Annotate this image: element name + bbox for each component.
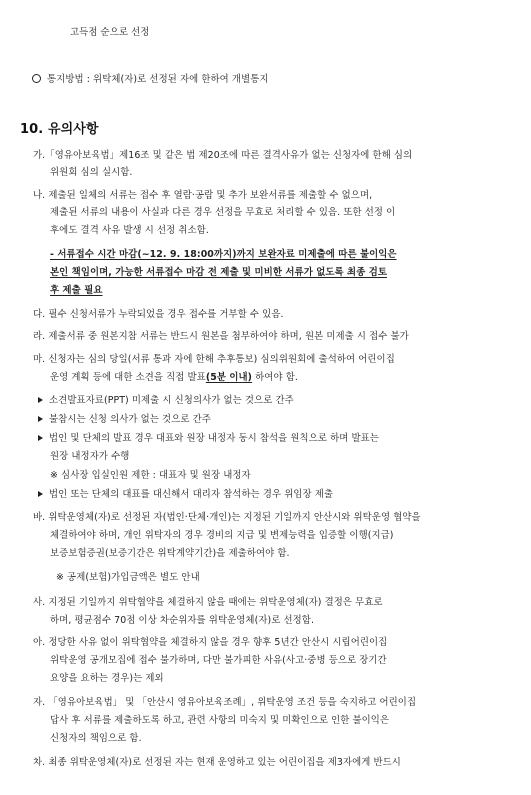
item-ma-line2-text: 운영 계획 등에 대한 소견을 직접 발표: [50, 372, 206, 383]
ma-bullet-2: [38, 414, 211, 426]
ma-bullet-3: [38, 433, 379, 445]
item-ja-line3: 신청자의 책임으로 함.: [50, 733, 142, 744]
item-na-line3: 후에도 결격 사유 발생 시 선정 취소함.: [50, 225, 209, 236]
top-line: 고득점 순으로 선정: [70, 27, 150, 38]
item-ma-line2: [50, 372, 298, 384]
item-sa-line1: 사. 지정된 기일까지 위탁협약을 체결하지 않을 때에는 위탁운영체(자) 결정은 무효로: [33, 597, 383, 608]
ma-bullet-1: [38, 395, 294, 407]
triangle-bullet-icon: [38, 491, 43, 497]
item-ma-line2-end: 하여야 함.: [252, 372, 298, 383]
ma-bullet-1-text: 소견발표자료(PPT) 미제출 시 신청의사가 없는 것으로 간주: [49, 395, 294, 406]
item-a-line2: 위탁운영 공개모집에 접수 불가하며, 다만 불가피한 사유(사고·중병 등으로 장기간: [50, 655, 387, 666]
notice-text: 통지방법 : 위탁체(자)로 선정된 자에 한하여 개별통지: [47, 74, 269, 85]
ma-bullet-3-cont: 원장 내정자가 수행: [50, 451, 130, 462]
item-sa-line2: 하며, 평균점수 70점 이상 차순위자를 위탁운영체(자)로 선정함.: [50, 615, 315, 626]
item-ma-line1: 마. 신청자는 심의 당일(서류 통과 자에 한해 추후통보) 심의위원회에 출석하여 어린이집: [33, 354, 395, 365]
item-ja-line1: 자. 「영유아보육법」 및 「안산시 영유아보육조례」, 위탁운영 조건 등을 숙지하고 어린이집: [33, 697, 417, 708]
item-ga-line2: 위원회 심의 실시함.: [50, 167, 133, 178]
item-na-warning-line2: 본인 책임이며, 가능한 서류접수 마감 전 제출 및 미비한 서류가 없도록 최종 검토: [50, 267, 388, 278]
triangle-bullet-icon: [38, 435, 43, 441]
ma-bullet-3-text: 법인 및 단체의 발표 경우 대표와 원장 내정자 동시 참석을 원칙으로 하며 발표는: [49, 433, 379, 444]
section-title: 10. 유의사항: [20, 122, 99, 137]
item-a-line3: 요양을 요하는 경우)는 제외: [50, 673, 164, 684]
ma-bullet-2-text: 불참시는 신청 의사가 없는 것으로 간주: [49, 414, 211, 425]
item-na-warning-line3: 후 제출 필요: [50, 285, 103, 296]
circle-bullet-icon: [32, 74, 41, 83]
item-na-line2: 제출된 서류의 내용이 사실과 다른 경우 선정을 무효로 처리할 수 있음. 또한 선정 이: [50, 207, 396, 218]
item-ja-line2: 답사 후 서류를 제출하도록 하고, 관련 사항의 미숙지 및 미확인으로 인한 불이익은: [50, 715, 390, 726]
triangle-bullet-icon: [38, 416, 43, 422]
ma-note: ※ 심사장 입실인원 제한 : 대표자 및 원장 내정자: [50, 470, 251, 481]
item-ba-line2: 체결하여야 하며, 개인 위탁자의 경우 경비의 지급 및 변제능력을 입증할 이행(지급): [50, 530, 394, 541]
notice-line: [32, 74, 269, 86]
ma-bullet-4-text: 법인 또는 단체의 대표를 대신해서 대리자 참석하는 경우 위임장 제출: [49, 489, 334, 500]
item-ba-line3: 보증보험증권(보증기간은 위탁계약기간)을 제출하여야 함.: [50, 548, 290, 559]
item-a-line1: 아. 정당한 사유 없이 위탁협약을 체결하지 않을 경우 향후 5년간 안산시 시립어린이집: [33, 637, 388, 648]
item-ma-time-limit: (5분 이내): [205, 372, 253, 383]
item-ba-line1: 바. 위탁운영체(자)로 선정된 자(법인·단체·개인)는 지정된 기일까지 안산시와 위탁운영 협약을: [33, 512, 421, 523]
item-ba-note: ※ 공제(보험)가입금액은 별도 안내: [56, 572, 200, 583]
item-cha: 차. 최종 위탁운영체(자)로 선정된 자는 현재 운영하고 있는 어린이집을 제3자에게 반드시: [33, 757, 401, 768]
item-na-warning-line1: - 서류접수 시간 마감(~12. 9. 18:00까지)까지 보완자료 미제출에 따른 불이익은: [50, 249, 397, 260]
item-ra: 라. 제출서류 중 원본지참 서류는 반드시 원본을 첨부하여야 하며, 원본 미제출 시 접수 불가: [33, 331, 409, 342]
ma-bullet-4: [38, 489, 333, 501]
item-ga-line1: 가.「영유아보육법」제16조 및 같은 법 제20조에 따른 결격사유가 없는 신청자에 한해 심의: [33, 150, 413, 161]
item-na-line1: 나. 제출된 일체의 서류는 접수 후 열람·공람 및 추가 보완서류를 제출할 수 없으며,: [33, 190, 373, 201]
triangle-bullet-icon: [38, 397, 43, 403]
item-da: 다. 필수 신청서류가 누락되었을 경우 접수를 거부할 수 있음.: [33, 309, 284, 320]
